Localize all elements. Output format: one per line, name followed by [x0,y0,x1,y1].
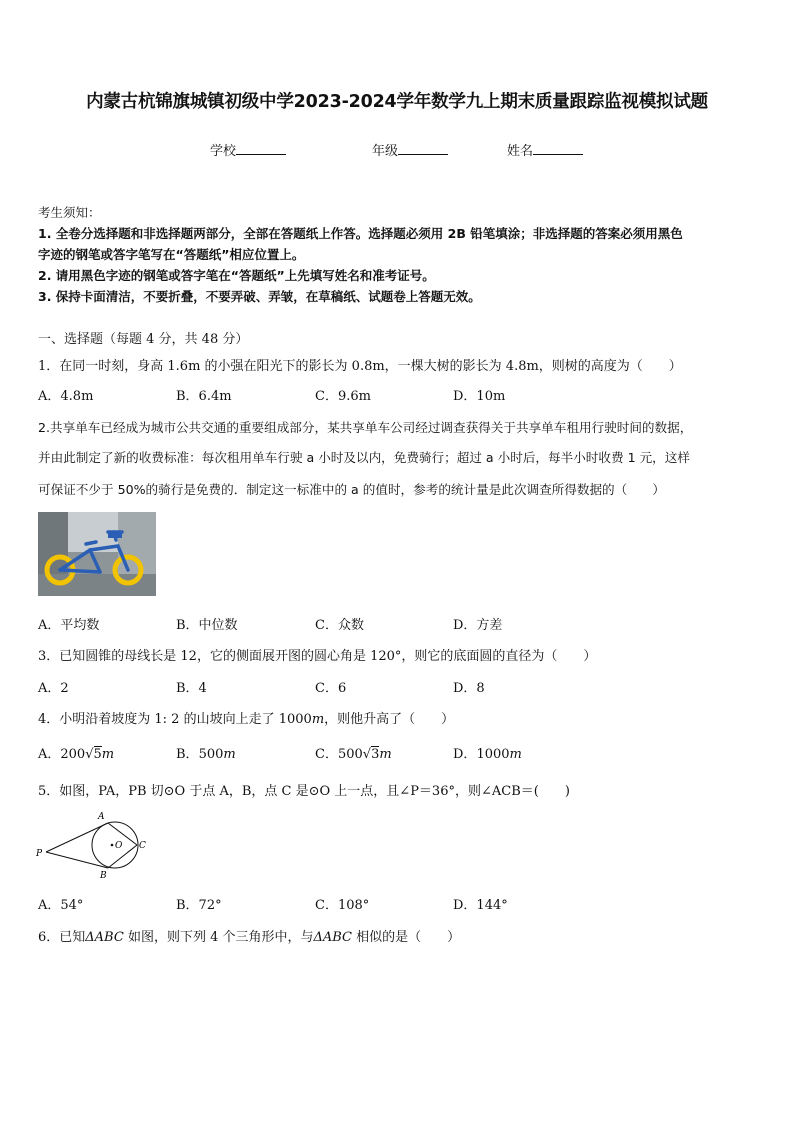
q5-option-d[interactable]: D．144° [453,898,508,913]
q4-option-a-prefix: A． [38,747,61,762]
q4-option-d-prefix: D． [453,747,477,762]
q6-triangle-2: ΔABC [313,930,353,945]
q1-option-d[interactable]: D．10m [453,389,506,404]
q4-option-c-unit: m [379,747,392,762]
q6-stem-part-2: 如图，则下列 4 个三角形中，与 [123,930,314,945]
q4-option-c-num: 500 [337,747,363,762]
q4-option-b-unit: m [223,747,236,762]
notice-item-3: 3. 保持卡面清洁，不要折叠，不要弄破、弄皱，在草稿纸、试题卷上答题无效。 [38,289,481,304]
section-heading: 一、选择题（每题 4 分，共 48 分） [38,332,249,347]
q1-option-b[interactable]: B．6.4m [176,389,232,404]
fig-label-o: O [115,841,123,851]
q1-option-c[interactable]: C．9.6m [315,389,371,404]
fig-label-b: B [100,871,107,880]
sqrt-icon: √ [85,747,94,762]
q4-stem [38,708,454,727]
q2-line-1: 2.共享单车已经成为城市公共交通的重要组成部分，某共享单车公司经过调查获得关于共享单车租用行驶时间的数据， [38,420,693,435]
q2-option-c[interactable]: C．众数 [315,618,364,633]
q3-option-c[interactable]: C．6 [315,681,347,696]
q2-option-a[interactable]: A．平均数 [38,618,100,633]
q4-option-c-prefix: C． [315,747,338,762]
q3-option-a[interactable]: A．2 [38,681,69,696]
q1-stem: 1．在同一时刻，身高 1.6m 的小强在阳光下的影长为 0.8m，一棵大树的影长为 4.8m，则树的高度为（ ） [38,359,682,374]
q3-option-b[interactable]: B．4 [176,681,207,696]
q4-option-b-prefix: B． [176,747,199,762]
q6-stem-part-1: 6．已知 [38,930,86,945]
q4-option-c[interactable] [315,743,392,762]
q4-stem-part-2: ，则他升高了（ ） [324,712,455,727]
q4-stem-unit: m [311,712,325,727]
student-info-line [0,140,794,160]
notice-item-1-line-1: 1. 全卷分选择题和非选择题两部分，全部在答题纸上作答。选择题必须用 2B 铅笔填涂；非选择题的答案必须用黑色 [38,226,683,241]
q4-option-b[interactable] [176,743,236,762]
q4-option-d-num: 1000 [476,747,510,762]
q6-stem [38,926,460,945]
name-blank[interactable] [533,142,583,155]
q5-option-b[interactable]: B．72° [176,898,222,913]
q5-option-a[interactable]: A．54° [38,898,84,913]
q1-option-a[interactable]: A．4.8m [38,389,94,404]
notice-item-1-line-2: 字迹的钢笔或答字笔写在“答题纸”相应位置上。 [38,247,305,262]
fig-label-p: P [36,849,43,859]
notice-item-2: 2. 请用黑色字迹的钢笔或答字笔在“答题纸”上先填写姓名和准考证号。 [38,268,435,283]
q4-option-a-root: 5 [93,747,102,762]
fig-label-c: C [139,841,146,851]
school-field[interactable] [210,140,286,159]
grade-blank[interactable] [398,142,448,155]
q2-line-3: 可保证不少于 50%的骑行是免费的．制定这一标准中的 a 的值时，参考的统计量是此次调查所得数据的（ ） [38,482,666,497]
q2-line-2: 并由此制定了新的收费标准：每次租用单车行驶 a 小时及以内，免费骑行；超过 a 小时后，每半小时收费 1 元，这样 [38,450,690,465]
name-label: 姓名 [507,144,534,159]
fig-label-a: A [98,812,105,822]
q4-option-b-num: 500 [198,747,224,762]
name-field[interactable] [507,140,583,159]
page-title: 内蒙古杭锦旗城镇初级中学2023-2024学年数学九上期末质量跟踪监视模拟试题 [86,92,708,112]
q2-option-b[interactable]: B．中位数 [176,618,238,633]
tangent-circle-figure [36,810,146,880]
q4-stem-part-1: 4．小明沿着坡度为 1: 2 的山坡向上走了 1000 [38,712,312,727]
q4-option-a[interactable] [38,743,114,762]
q4-option-a-unit: m [101,747,115,762]
q3-stem: 3．已知圆锥的母线长是 12，它的侧面展开图的圆心角是 120°，则它的底面圆的直径为（ ） [38,649,597,664]
sqrt-icon: √ [362,747,372,762]
q5-option-c[interactable]: C．108° [315,898,370,913]
q4-option-d[interactable] [453,743,522,762]
school-blank[interactable] [236,142,286,155]
school-label: 学校 [210,144,237,159]
q2-option-d[interactable]: D．方差 [453,618,503,633]
q5-stem: 5．如图，PA，PB 切⊙O 于点 A，B，点 C 是⊙O 上一点，且∠P＝36°，则∠ACB＝( ) [38,784,570,799]
shared-bike-photo [38,512,156,596]
q4-option-c-root: 3 [371,747,380,762]
grade-label: 年级 [372,144,399,159]
q4-option-a-num: 200 [60,747,86,762]
notice-heading: 考生须知： [38,205,101,220]
q6-triangle-1: ΔABC [85,930,124,945]
q3-option-d[interactable]: D．8 [453,681,485,696]
q6-stem-part-3: 相似的是（ ） [352,930,461,945]
grade-field[interactable] [372,140,448,159]
q4-option-d-unit: m [509,747,522,762]
